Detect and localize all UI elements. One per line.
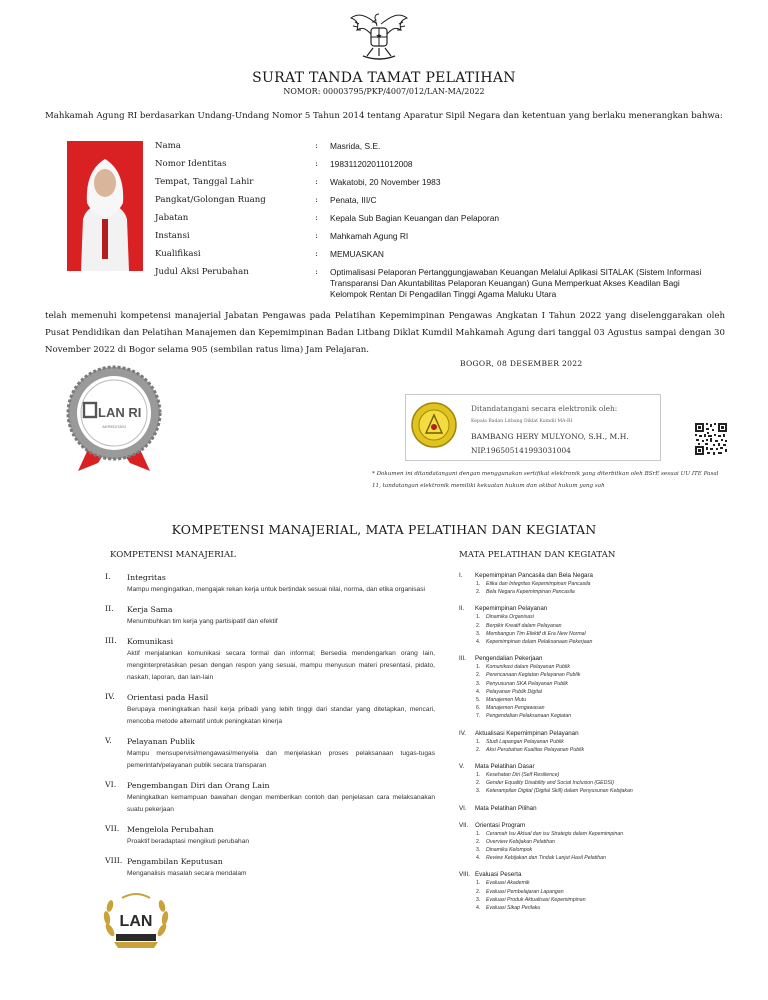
field-value: Kepala Sub Bagian Keuangan dan Pelaporan <box>330 213 500 223</box>
subitem-number: 2. <box>476 589 481 596</box>
mata-pelatihan-title: Kepemimpinan Pancasila dan Bela Negara <box>475 572 593 579</box>
kompetensi-title: Integritas <box>127 573 166 582</box>
field-label: Jabatan <box>155 213 189 223</box>
mata-pelatihan-heading: MATA PELATIHAN DAN KEGIATAN <box>459 550 616 560</box>
section2-title: KOMPETENSI MANAJERIAL, MATA PELATIHAN DAN KEGIATAN <box>171 522 597 537</box>
mata-pelatihan-title: Kepemimpinan Pelayanan <box>475 605 548 613</box>
subitem-text: Manajemen Mutu <box>486 697 527 704</box>
kompetensi-body <box>127 692 435 728</box>
field-nama <box>155 141 715 152</box>
kompetensi-number: I. <box>105 572 111 581</box>
field-judul-aksi <box>155 267 715 300</box>
subitem-number: 2. <box>476 780 481 787</box>
seal-text: LAN RI <box>98 405 142 420</box>
mata-pelatihan-title: Evaluasi Peserta <box>475 871 522 879</box>
field-colon: : <box>315 159 318 169</box>
kompetensi-body <box>127 572 435 596</box>
mata-pelatihan-subitem <box>459 622 749 630</box>
completion-text: telah memenuhi kompetensi manajerial Jabatan Pengawas pada Pelatihan Kepemimpinan Pengawas Angkatan I Tahun 2022 yang diselenggarakan oleh Pusat Pendidikan dan Pelatihan Manajemen dan Kepemimpinan Badan Litbang Diklat Kumdil Mahkamah Agung dari tanggal 03 Agustus sampai dengan 30 November 2022 di Bogor selama 905 (sembilan ratus lima) Jam Pelajaran. <box>45 311 725 355</box>
subitem-text: Aksi Perubahan Kualitas Pelayanan Publik <box>486 746 585 753</box>
mata-pelatihan-number: V. <box>459 763 465 771</box>
field-value: Masrida, S.E. <box>330 141 381 151</box>
kompetensi-desc: Mampu mensupervisi/mengawasi/menyelia dan menjelaskan proses pelaksanaan tugas-tugas pemerintah/pelayanan publik secara transparan <box>127 750 435 769</box>
kompetensi-title: Kerja Sama <box>127 605 173 614</box>
lan-ri-accreditation-seal <box>64 365 164 475</box>
subitem-text: Pelayanan Publik Digital <box>486 688 542 695</box>
mata-pelatihan-group <box>459 762 749 796</box>
mata-pelatihan-number: VIII. <box>459 871 471 879</box>
subitem-text: Berpikir Kreatif dalam Pelayanan <box>486 622 562 629</box>
mata-pelatihan-subitem <box>459 738 749 746</box>
subitem-number: 3. <box>476 680 481 687</box>
subitem-number: 3. <box>476 896 481 903</box>
mata-pelatihan-subitem <box>459 663 749 671</box>
subitem-number: 1. <box>476 581 481 587</box>
kompetensi-item <box>105 856 435 880</box>
mata-pelatihan-subitem <box>459 671 749 679</box>
mata-pelatihan-subitem <box>459 904 749 912</box>
subitem-number: 4. <box>476 639 481 646</box>
kompetensi-title: Orientasi pada Hasil <box>127 693 209 702</box>
subitem-number: 3. <box>476 630 481 637</box>
kompetensi-number: VIII. <box>105 856 123 865</box>
mata-pelatihan-title: Pengendalian Pekerjaan <box>475 655 543 663</box>
kompetensi-desc: Menumbuhkan tim kerja yang partisipatif dan efektif <box>127 618 278 625</box>
field-jabatan <box>155 213 715 224</box>
kompetensi-title: Komunikasi <box>127 637 174 646</box>
mata-pelatihan-subitem <box>459 854 749 862</box>
mata-pelatihan-subitem <box>459 787 749 795</box>
kompetensi-body <box>127 736 435 772</box>
kompetensi-item <box>105 636 435 684</box>
mata-pelatihan-subitem <box>459 588 749 596</box>
field-label: Kualifikasi <box>155 249 201 259</box>
mata-pelatihan-group <box>459 604 749 646</box>
mata-pelatihan-subitem <box>459 888 749 896</box>
field-colon: : <box>315 231 318 241</box>
mata-pelatihan-subitem <box>459 688 749 696</box>
mata-pelatihan-head <box>459 804 749 813</box>
subitem-number: 1. <box>476 830 481 837</box>
mata-pelatihan-list <box>459 571 749 920</box>
field-label: Judul Aksi Perubahan <box>155 267 249 277</box>
document-number: NOMOR: 00003795/PKP/4007/012/LAN-MA/2022 <box>283 87 485 96</box>
kompetensi-number: VI. <box>105 780 117 789</box>
subitem-text: Kepemimpinan dalam Pelaksanaan Pekerjaan <box>486 639 593 646</box>
mata-pelatihan-subitem <box>459 696 749 704</box>
kompetensi-desc: Mampu mengingatkan, mengajak rekan kerja untuk bertindak sesuai nilai, norma, dan etika organisasi <box>127 586 425 593</box>
kompetensi-number: V. <box>105 736 112 745</box>
intro-text: Mahkamah Agung RI berdasarkan Undang-Undang Nomor 5 Tahun 2014 tentang Aparatur Sipil Negara dan ketentuan yang berlaku menerangkan bahwa: <box>45 111 723 121</box>
kompetensi-title: Pengembangan Diri dan Orang Lain <box>127 781 270 790</box>
mata-pelatihan-subitem <box>459 879 749 887</box>
field-label: Nama <box>155 141 181 151</box>
mata-pelatihan-title: Mata Pelatihan Dasar <box>475 763 535 771</box>
subitem-text: Evaluasi Akademik <box>486 880 530 887</box>
signer-name: BAMBANG HERY MULYONO, S.H., M.H. <box>471 432 629 441</box>
field-value: Penata, III/C <box>330 195 377 205</box>
mata-pelatihan-number: II. <box>459 605 465 613</box>
subitem-number: 5. <box>476 697 481 704</box>
subitem-text: Komunikasi dalam Pelayanan Publik <box>486 664 570 671</box>
mata-pelatihan-subitem <box>459 712 749 720</box>
subitem-number: 2. <box>476 672 481 679</box>
subitem-number: 2. <box>476 746 481 753</box>
mata-pelatihan-head <box>459 571 749 580</box>
mata-pelatihan-subitem <box>459 746 749 754</box>
subitem-number: 1. <box>476 772 481 779</box>
field-pangkat <box>155 195 715 206</box>
mata-pelatihan-title: Mata Pelatihan Pilihan <box>475 804 537 812</box>
mata-pelatihan-title: Aktualisasi Kepemimpinan Pelayanan <box>475 729 579 737</box>
mata-pelatihan-head <box>459 654 749 663</box>
qr-code <box>694 422 728 456</box>
document-title: SURAT TANDA TAMAT PELATIHAN <box>252 70 516 86</box>
mata-pelatihan-subitem <box>459 580 749 588</box>
mata-pelatihan-title: Orientasi Program <box>475 821 526 829</box>
field-colon: : <box>315 195 318 205</box>
subitem-text: Kesehatan Diri (Self Resilience) <box>486 772 560 779</box>
subitem-number: 2. <box>476 888 481 895</box>
field-colon: : <box>315 267 318 277</box>
subitem-number: 4. <box>476 905 481 912</box>
kompetensi-list <box>105 572 435 888</box>
field-colon: : <box>315 177 318 187</box>
mata-pelatihan-head <box>459 821 749 830</box>
mata-pelatihan-subitem <box>459 638 749 646</box>
subitem-text: Perencanaan Kegiatan Pelayanan Publik <box>486 672 581 679</box>
field-label: Pangkat/Golongan Ruang <box>155 195 266 205</box>
footnote: * Dokumen ini ditandatangani dengan menggunakan sertifikat elektronik yang diterbitkan oleh BSrE sesuai UU ITE Pasal 11, tandatangan elektronik memiliki kekuatan hukum dan akibat hukum yang sah <box>372 471 719 489</box>
kompetensi-desc: Berupaya meningkatkan hasil kerja pribadi yang lebih tinggi dari standar yang ditetapkan, mencari, mencoba metode alternatif untuk peningkatan kinerja <box>127 706 435 725</box>
field-label: Nomor Identitas <box>155 159 227 169</box>
subitem-number: 6. <box>476 705 481 712</box>
kompetensi-body <box>127 636 435 684</box>
garuda-emblem <box>349 8 409 64</box>
field-colon: : <box>315 249 318 259</box>
subitem-text: Evaluasi Pembelajaran Lapangan <box>486 888 564 895</box>
subitem-text: Gender Equality Disability and Social Inclusion (GEDSI) <box>486 780 615 787</box>
kompetensi-item <box>105 604 435 628</box>
kompetensi-desc: Proaktif beradaptasi mengikuti perubahan <box>127 838 250 845</box>
kompetensi-body <box>127 780 435 816</box>
mata-pelatihan-number: IV. <box>459 729 466 737</box>
mata-pelatihan-subitem <box>459 630 749 638</box>
subitem-number: 3. <box>476 788 481 795</box>
field-ttl <box>155 177 715 188</box>
subitem-text: Manajemen Pengawasan <box>486 705 545 712</box>
field-label: Tempat, Tanggal Lahir <box>155 177 254 187</box>
subitem-text: Etika dan Integritas Kepemimpinan Pancasila <box>486 581 591 587</box>
mata-pelatihan-group <box>459 571 749 596</box>
kompetensi-heading: KOMPETENSI MANAJERIAL <box>110 550 236 560</box>
kompetensi-title: Pelayanan Publik <box>127 737 195 746</box>
field-value: Wakatobi, 20 November 1983 <box>330 177 441 187</box>
mata-pelatihan-number: VI. <box>459 804 467 812</box>
signer-nip: NIP.196505141993031004 <box>471 446 571 455</box>
mata-pelatihan-group <box>459 821 749 863</box>
subitem-number: 1. <box>476 880 481 887</box>
subitem-number: 1. <box>476 614 481 621</box>
kompetensi-body <box>127 604 435 628</box>
kompetensi-item <box>105 736 435 772</box>
seal-subtext: AKREDITASI <box>102 424 126 429</box>
mata-pelatihan-subitem <box>459 613 749 621</box>
mata-pelatihan-head <box>459 870 749 879</box>
signer-position: Kepala Badan Litbang Diklat Kumdil MA-RI <box>471 419 573 424</box>
mata-pelatihan-group <box>459 804 749 813</box>
subitem-number: 4. <box>476 855 481 862</box>
participant-photo <box>67 141 143 271</box>
participant-fields <box>155 141 715 307</box>
subitem-text: Pengendalian Pelaksanaan Kegiatan <box>486 713 572 720</box>
field-instansi <box>155 231 715 242</box>
field-kualifikasi <box>155 249 715 260</box>
field-value: MEMUASKAN <box>330 249 384 259</box>
mata-pelatihan-group <box>459 654 749 720</box>
kompetensi-number: IV. <box>105 692 115 701</box>
place-date: BOGOR, 08 DESEMBER 2022 <box>460 359 583 368</box>
mata-pelatihan-subitem <box>459 838 749 846</box>
mata-pelatihan-subitem <box>459 779 749 787</box>
field-colon: : <box>315 141 318 151</box>
mata-pelatihan-number: I. <box>459 572 463 579</box>
mata-pelatihan-number: VII. <box>459 821 469 829</box>
subitem-number: 2. <box>476 838 481 845</box>
mata-pelatihan-subitem <box>459 830 749 838</box>
field-value: Optimalisasi Pelaporan Pertanggungjawaban Keuangan Melalui Aplikasi SITALAK (Sistem Informasi Transparansi Dan Akuntabilitas Pelaporan Keuangan) Guna Memperkuat Akses Keadilan Bagi Kelompok Rentan Di Pengadilan Tinggi Agama Maluku Utara <box>330 267 702 299</box>
kompetensi-body <box>127 824 435 848</box>
field-value: Mahkamah Agung RI <box>330 231 409 241</box>
kompetensi-desc: Menganalisis masalah secara mendalam <box>127 870 247 877</box>
lan-laurel-logo <box>100 890 172 952</box>
mata-pelatihan-group <box>459 729 749 754</box>
lan-logo-text: LAN <box>119 913 153 930</box>
subitem-text: Ceramah Isu Aktual dan isu Strategis dalam Kepemimpinan <box>486 830 624 837</box>
mata-pelatihan-subitem <box>459 771 749 779</box>
subitem-text: Review Kebijakan dan Tindak Lanjut Hasil Pelatihan <box>486 855 606 862</box>
mata-pelatihan-subitem <box>459 846 749 854</box>
mata-pelatihan-group <box>459 870 749 912</box>
kompetensi-number: VII. <box>105 824 120 833</box>
subitem-number: 1. <box>476 664 481 671</box>
subitem-text: Evaluasi Sikap Perilaku <box>486 905 541 912</box>
kompetensi-desc: Meningkatkan kemampuan bawahan dengan memberikan contoh dan penjelasan cara melaksanakan suatu pekerjaan <box>127 794 435 813</box>
kompetensi-item <box>105 780 435 816</box>
subitem-number: 7. <box>476 713 481 720</box>
subitem-number: 3. <box>476 847 481 854</box>
mata-pelatihan-subitem <box>459 704 749 712</box>
mata-pelatihan-head <box>459 604 749 613</box>
kompetensi-number: II. <box>105 604 114 613</box>
mata-pelatihan-number: III. <box>459 655 466 663</box>
kompetensi-title: Mengelola Perubahan <box>127 825 214 834</box>
kompetensi-title: Pengambilan Keputusan <box>127 857 223 866</box>
kompetensi-item <box>105 692 435 728</box>
subitem-text: Dinamika Organisasi <box>486 614 534 621</box>
mahkamah-agung-logo <box>410 401 458 449</box>
kompetensi-desc: Aktif menjalankan komunikasi secara formal dan informal; Bersedia mendengarkan orang lain, menginterpretasikan pesan dengan respon yang sesuai, mampu menyusun materi presentasi, pidato, naskah, laporan, dan lain-lain <box>127 650 435 681</box>
kompetensi-item <box>105 824 435 848</box>
mata-pelatihan-subitem <box>459 896 749 904</box>
subitem-text: Dinamika Kelompok <box>486 847 533 854</box>
subitem-text: Penyusunan SKA Pelayanan Publik <box>486 680 568 687</box>
field-value: 198311202011012008 <box>330 159 413 169</box>
kompetensi-item <box>105 572 435 596</box>
subitem-text: Membangun Tim Efektif di Era New Normal <box>486 630 586 637</box>
field-label: Instansi <box>155 231 190 241</box>
subitem-number: 2. <box>476 622 481 629</box>
subitem-text: Studi Lapangan Pelayanan Publik <box>486 738 564 745</box>
kompetensi-body <box>127 856 435 880</box>
subitem-text: Bela Negara Kepemimpinan Pancasila <box>486 589 575 596</box>
subitem-number: 1. <box>476 738 481 745</box>
field-colon: : <box>315 213 318 223</box>
mata-pelatihan-head <box>459 762 749 771</box>
signed-by-label: Ditandatangani secara elektronik oleh: <box>471 404 618 413</box>
mata-pelatihan-head <box>459 729 749 738</box>
subitem-number: 4. <box>476 688 481 695</box>
subitem-text: Evaluasi Produk Aktualisasi Kepemimpinan <box>486 896 586 903</box>
kompetensi-number: III. <box>105 636 117 645</box>
mata-pelatihan-subitem <box>459 680 749 688</box>
subitem-text: Keterampilan Digital (Digital Skill) dalam Penyusunan Kebijakan <box>486 788 633 795</box>
subitem-text: Overview Kebijakan Pelatihan <box>486 838 555 845</box>
field-nomor-identitas <box>155 159 715 170</box>
